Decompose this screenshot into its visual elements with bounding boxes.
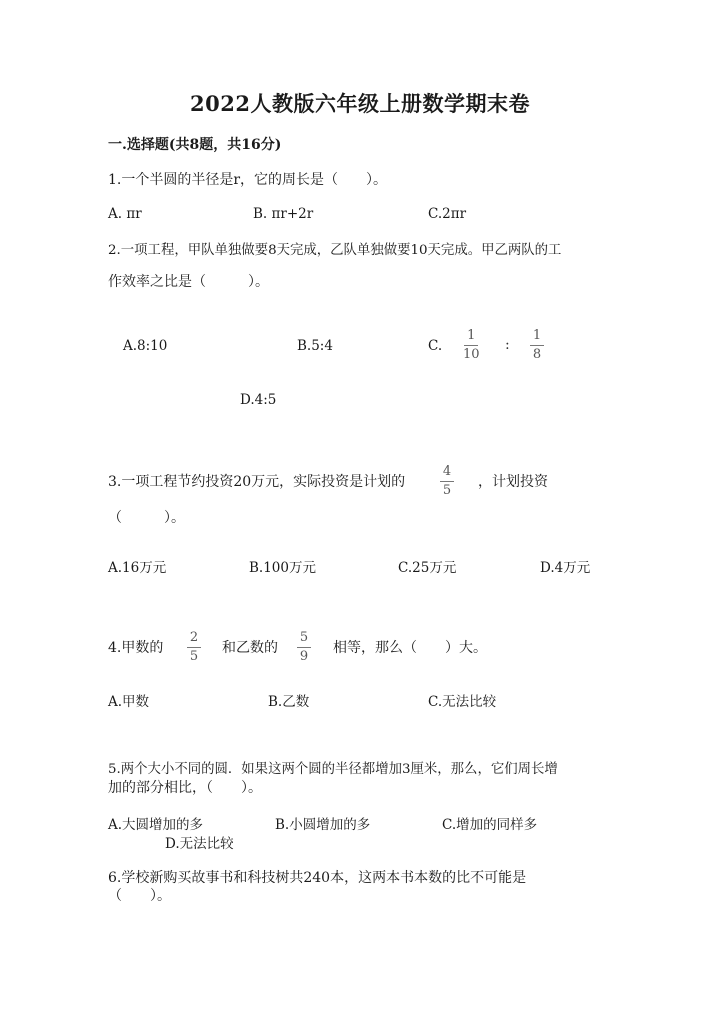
fraction-denominator: 9 bbox=[299, 649, 309, 664]
fraction-numerator: 5 bbox=[299, 630, 309, 645]
q4-option-b[interactable]: B.乙数 bbox=[268, 694, 310, 710]
q4-fraction-1 bbox=[187, 631, 201, 664]
q3-option-d[interactable]: D.4万元 bbox=[540, 560, 591, 576]
fraction-bar bbox=[440, 481, 454, 482]
fraction-denominator: 5 bbox=[442, 483, 452, 498]
fraction-numerator: 1 bbox=[467, 328, 476, 343]
q3-option-b[interactable]: B.100万元 bbox=[249, 560, 316, 576]
question-6-line-1: 6.学校新购买故事书和科技树共240本，这两本书本数的比不可能是 bbox=[108, 870, 527, 886]
fraction-denominator: 10 bbox=[463, 347, 480, 362]
ratio-colon: : bbox=[505, 337, 510, 353]
q2-option-c-fraction-1 bbox=[463, 329, 480, 362]
q2-option-d[interactable]: D.4:5 bbox=[240, 392, 277, 408]
q1-option-a[interactable]: A. πr bbox=[108, 206, 142, 222]
q3-option-a[interactable]: A.16万元 bbox=[108, 560, 167, 576]
q1-option-c[interactable]: C.2πr bbox=[428, 206, 467, 222]
q2-option-c-fraction-2 bbox=[530, 329, 544, 362]
q4-option-a[interactable]: A.甲数 bbox=[108, 694, 150, 710]
q4-option-c[interactable]: C.无法比较 bbox=[428, 694, 497, 710]
q3-option-c[interactable]: C.25万元 bbox=[398, 560, 457, 576]
fraction-bar bbox=[530, 345, 544, 346]
fraction-numerator: 4 bbox=[442, 464, 452, 479]
question-5-line-1: 5.两个大小不同的圆．如果这两个圆的半径都增加3厘米，那么，它们周长增 bbox=[108, 762, 558, 777]
q2-option-c[interactable]: C. bbox=[428, 338, 443, 354]
q2-option-a[interactable]: A.8:10 bbox=[123, 338, 168, 354]
fraction-denominator: 8 bbox=[532, 347, 542, 362]
question-3-line-2: （ ）。 bbox=[108, 510, 185, 526]
q4-fraction-2 bbox=[297, 631, 311, 664]
fraction-bar bbox=[297, 647, 311, 648]
fraction-bar bbox=[187, 647, 201, 648]
fraction-bar bbox=[464, 345, 478, 346]
q5-option-a[interactable]: A.大圆增加的多 bbox=[108, 817, 204, 833]
q5-option-b[interactable]: B.小圆增加的多 bbox=[275, 817, 371, 833]
question-3-line-1b: ，计划投资 bbox=[478, 474, 548, 490]
fraction-numerator: 1 bbox=[532, 328, 542, 343]
q3-fraction bbox=[440, 465, 454, 498]
page-title: 2022人教版六年级上册数学期末卷 bbox=[190, 91, 530, 116]
fraction-denominator: 5 bbox=[189, 649, 199, 664]
question-1: 1.一个半圆的半径是r，它的周长是（ ）。 bbox=[108, 172, 388, 188]
question-5-line-2: 加的部分相比，（ ）。 bbox=[108, 780, 262, 796]
q1-option-b[interactable]: B. πr+2r bbox=[253, 206, 314, 222]
fraction-numerator: 2 bbox=[189, 630, 199, 645]
question-2-line-2: 作效率之比是（ ）。 bbox=[108, 274, 269, 290]
question-4-part-3: 相等，那么（ ）大。 bbox=[333, 640, 487, 656]
question-4-part-2: 和乙数的 bbox=[222, 640, 278, 656]
section-heading: 一.选择题(共8题，共16分) bbox=[108, 137, 282, 153]
question-6-line-2: （ ）。 bbox=[108, 888, 171, 904]
q5-option-d[interactable]: D.无法比较 bbox=[165, 836, 234, 852]
question-3-line-1a: 3.一项工程节约投资20万元，实际投资是计划的 bbox=[108, 474, 406, 490]
question-2-line-1: 2.一项工程，甲队单独做要8天完成，乙队单独做要10天完成。甲乙两队的工 bbox=[108, 243, 562, 258]
question-4-part-1: 4.甲数的 bbox=[108, 640, 164, 656]
q5-option-c[interactable]: C.增加的同样多 bbox=[442, 817, 538, 833]
q2-option-b[interactable]: B.5:4 bbox=[297, 338, 333, 354]
